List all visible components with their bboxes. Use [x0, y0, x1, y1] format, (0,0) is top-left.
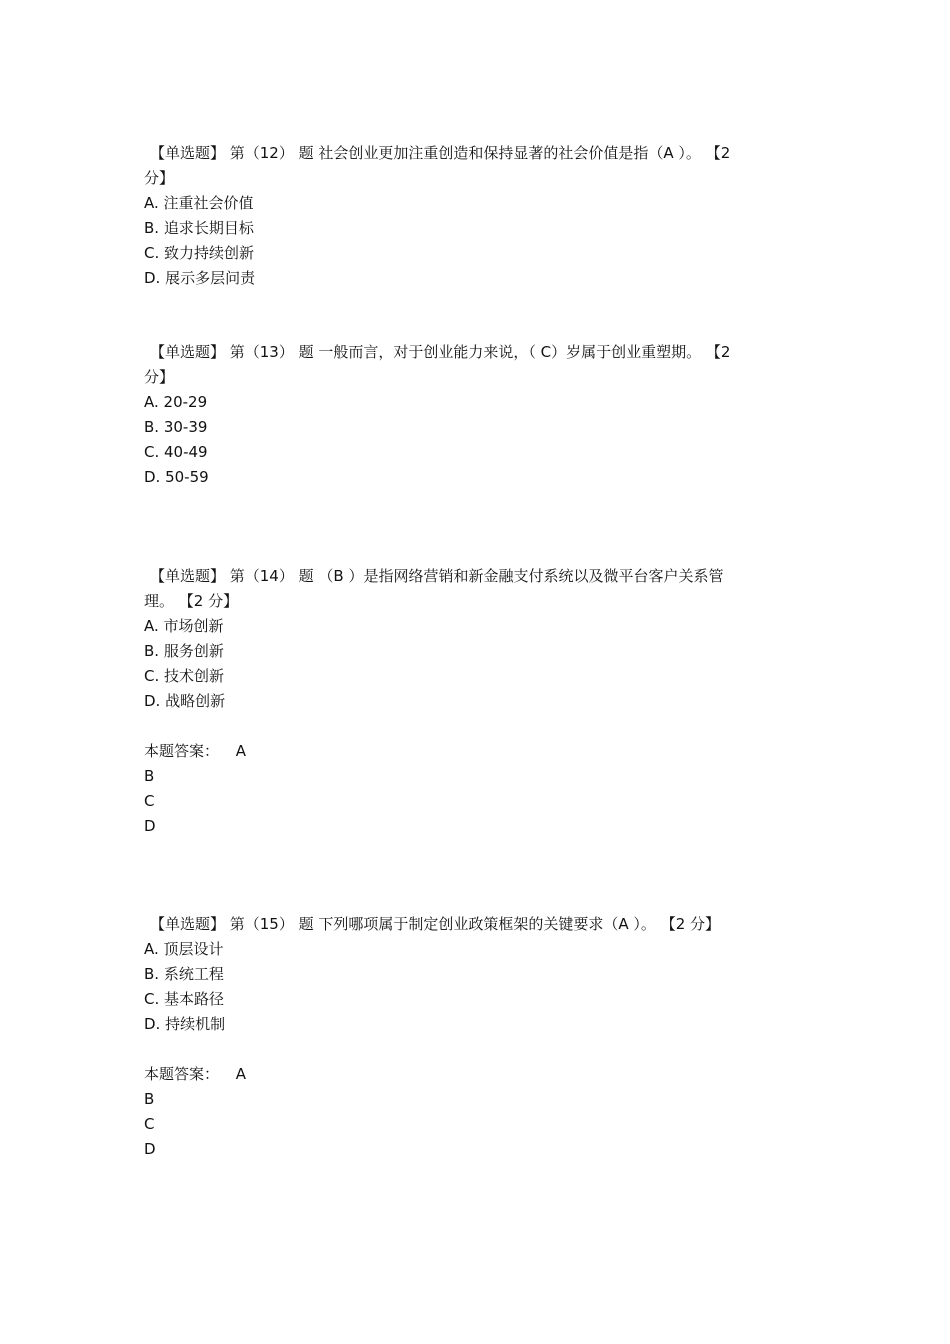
question-14: [144, 564, 808, 839]
option-a: A. 顶层设计: [144, 940, 224, 958]
answer-value-b: B: [144, 1090, 155, 1108]
option-a: A. 市场创新: [144, 617, 224, 635]
answer-value-b: B: [144, 767, 155, 785]
answer-value-a: A: [235, 742, 247, 760]
option-d: D. 持续机制: [144, 1015, 226, 1033]
question-stem: 【单选题】 第（12） 题 社会创业更加注重创造和保持显著的社会价值是指（A ）。 【2: [150, 144, 731, 162]
answer-label: 本题答案：: [144, 1065, 220, 1083]
option-a: A. 注重社会价值: [144, 194, 254, 212]
question-stem-continued: 分】: [144, 368, 175, 386]
answer-value-d: D: [144, 1140, 156, 1158]
question-13: [144, 340, 808, 490]
answer-label: 本题答案：: [144, 742, 220, 760]
option-b: B. 30-39: [144, 418, 208, 436]
question-stem: 【单选题】 第（15） 题 下列哪项属于制定创业政策框架的关键要求（A ）。 【2 分】: [150, 915, 721, 933]
answer-value-a: A: [235, 1065, 247, 1083]
option-b: B. 追求长期目标: [144, 219, 254, 237]
question-stem: 【单选题】 第（14） 题 （B ）是指网络营销和新金融支付系统以及微平台客户关系管: [150, 567, 724, 585]
option-c: C. 40-49: [144, 443, 208, 461]
question-15: [144, 912, 808, 1162]
option-c: C. 基本路径: [144, 990, 225, 1008]
question-12: [144, 141, 808, 291]
option-c: C. 致力持续创新: [144, 244, 255, 262]
question-stem-continued: 分】: [144, 169, 175, 187]
question-stem: 【单选题】 第（13） 题 一般而言，对于创业能力来说，（ C）岁属于创业重塑期。 【2: [150, 343, 731, 361]
answer-row: [144, 739, 808, 764]
option-b: B. 服务创新: [144, 642, 224, 660]
question-stem-continued: 理。 【2 分】: [144, 592, 239, 610]
answer-row: [144, 1062, 808, 1087]
answer-value-c: C: [144, 1115, 155, 1133]
option-d: D. 50-59: [144, 468, 209, 486]
option-d: D. 战略创新: [144, 692, 226, 710]
option-b: B. 系统工程: [144, 965, 224, 983]
answer-value-c: C: [144, 792, 155, 810]
option-c: C. 技术创新: [144, 667, 225, 685]
answer-value-d: D: [144, 817, 156, 835]
option-a: A. 20-29: [144, 393, 208, 411]
option-d: D. 展示多层问责: [144, 269, 256, 287]
